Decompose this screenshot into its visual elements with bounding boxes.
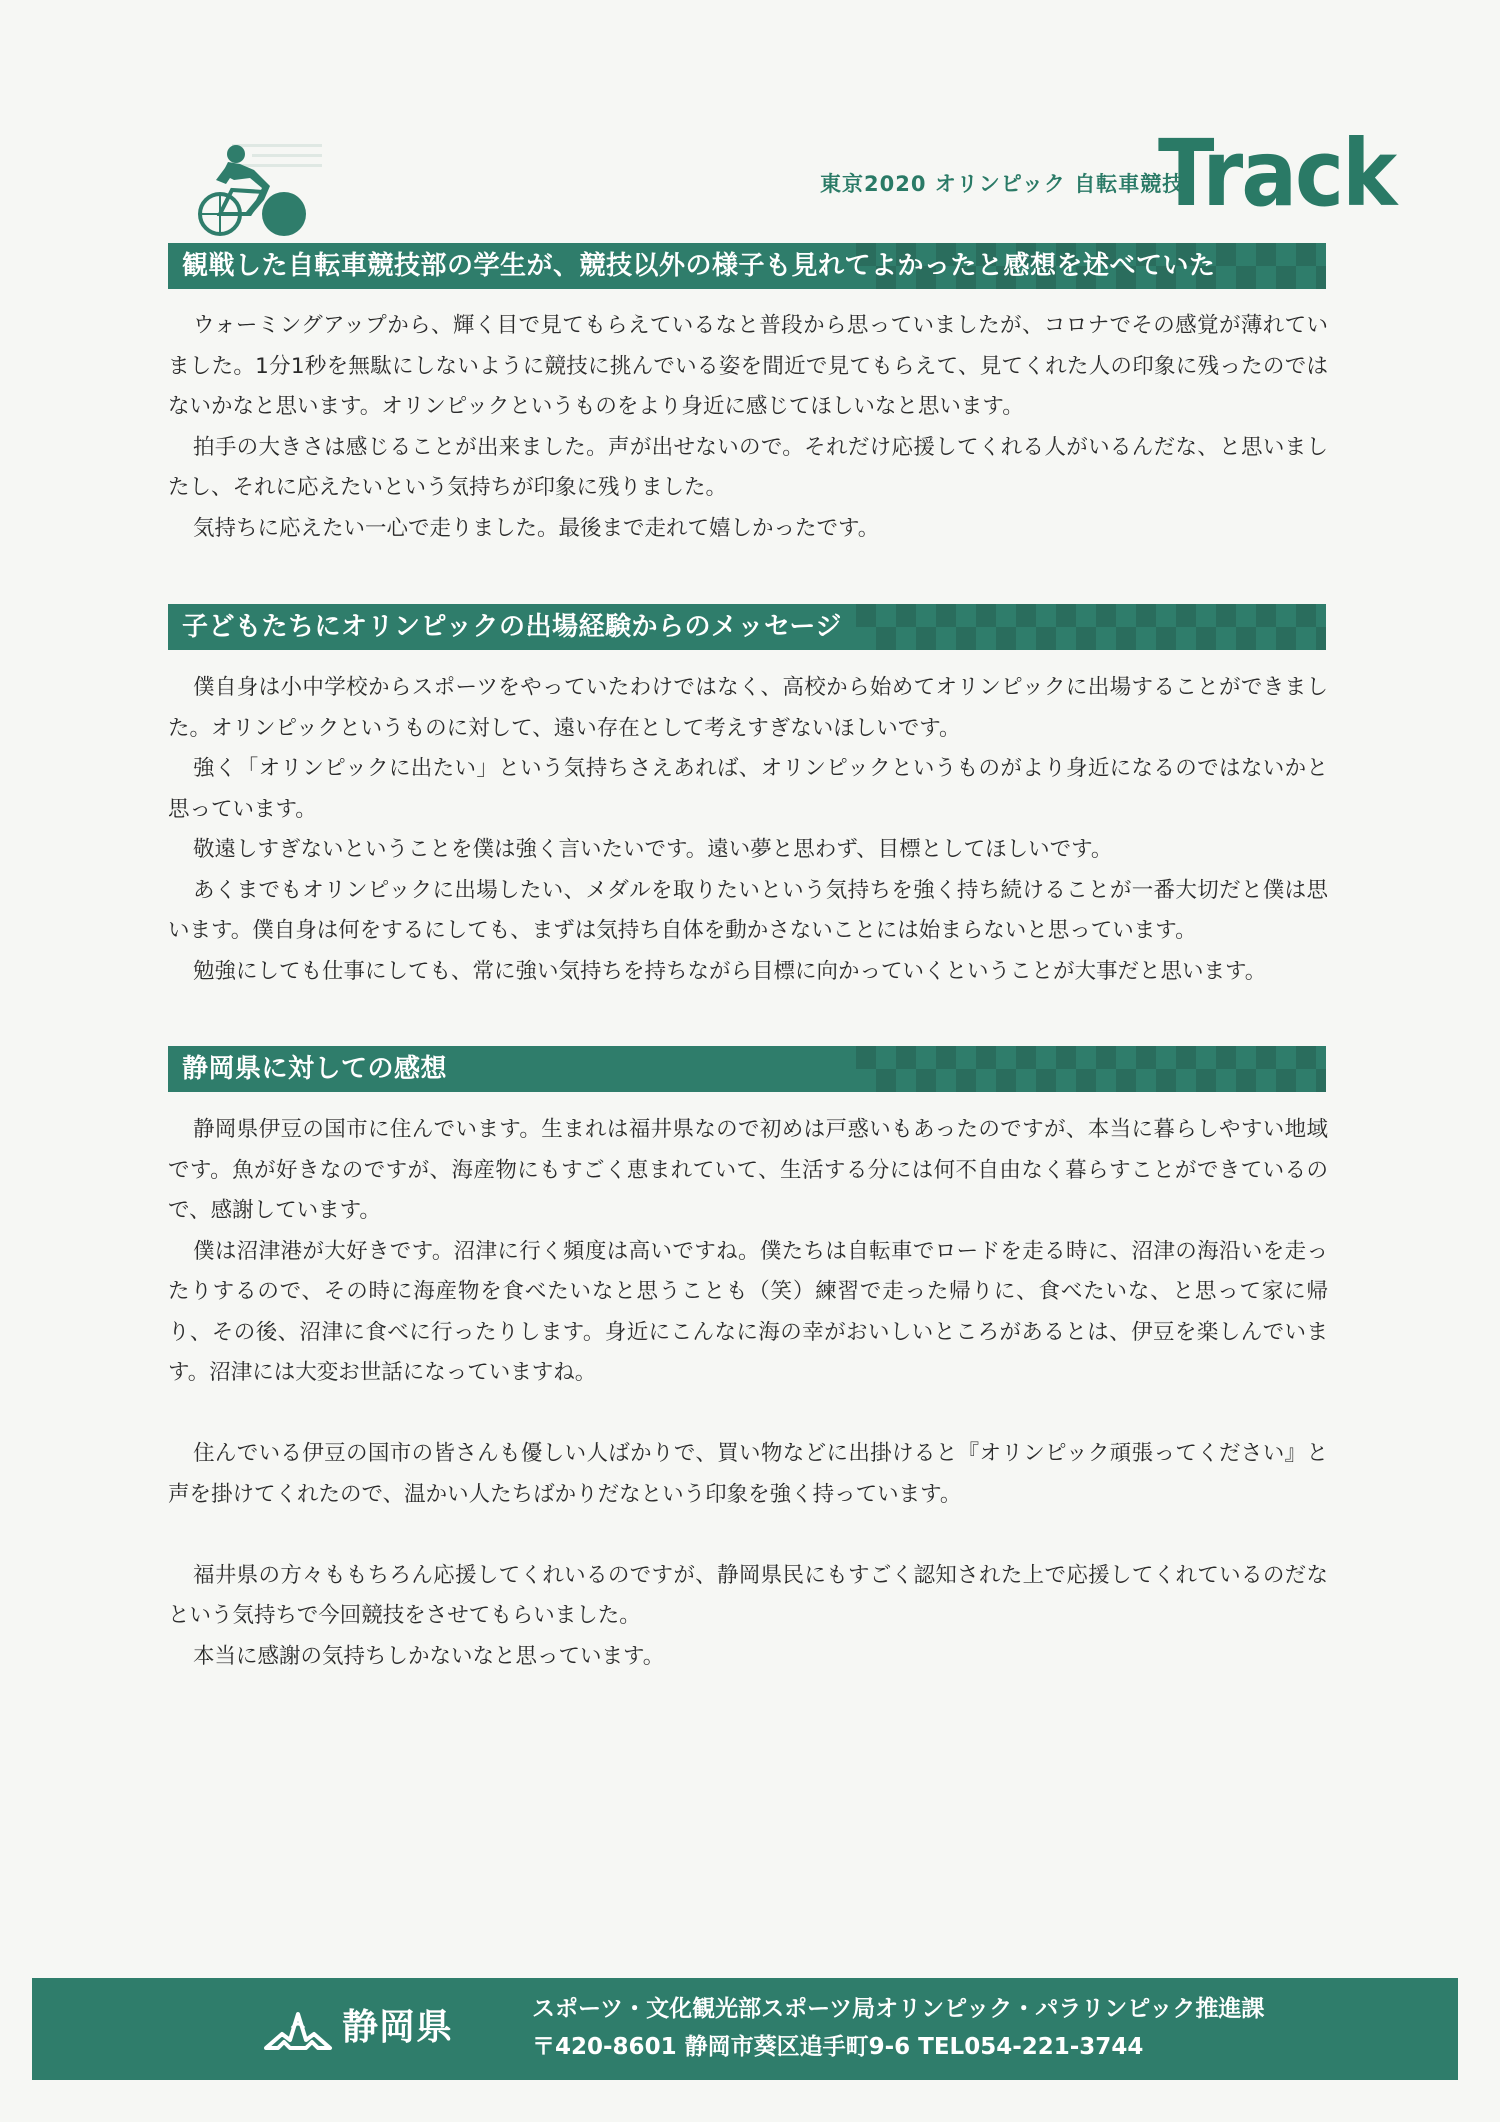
contact-address: 〒420-8601 静岡市葵区追手町9-6 TEL054-221-3744 [532, 2034, 1144, 2060]
footer [32, 1978, 1458, 2080]
paragraph: 静岡県伊豆の国市に住んでいます。生まれは福井県なので初めは戸惑いもあったのですが、本当に暮らしやすい地域です。魚が好きなのですが、海産物にもすごく恵まれていて、生活する分には何不自由なく暮らすことができているので、感謝しています。 [168, 1117, 1328, 1223]
section-heading-text: 観戦した自転車競技部の学生が、競技以外の様子も見れてよかったと感想を述べていた [182, 251, 1216, 281]
paragraph: 気持ちに応えたい一心で走りました。最後まで走れて嬉しかったです。 [193, 515, 880, 541]
paragraph: 僕自身は小中学校からスポーツをやっていたわけではなく、高校から始めてオリンピックに出場することができました。オリンピックというものに対して、遠い存在として考えすぎないほしいです。 [168, 675, 1328, 741]
section-heading-2 [168, 604, 1326, 650]
prefecture-name: 静岡県 [342, 2007, 454, 2048]
paragraph: ウォーミングアップから、輝く目で見てもらえているなと普段から思っていましたが、コロナでその感覚が薄れていました。1分1秒を無駄にしないように競技に挑んでいる姿を間近で見てもらえて、見てくれた人の印象に残ったのではないかなと思います。オリンピックというものをより身近に感じてほしいなと思います。 [168, 313, 1328, 419]
section-heading-text: 静岡県に対しての感想 [182, 1054, 448, 1084]
paragraph: 僕は沼津港が大好きです。沼津に行く頻度は高いですね。僕たちは自転車でロードを走る時に、沼津の海沿いを走ったりするので、その時に海産物を食べたいなと思うことも（笑）練習で走った帰りに、食べたいな、と思って家に帰り、その後、沼津に食べに行ったりします。身近にこんなに海の幸がおいしいところがあるとは、伊豆を楽しんでいます。沼津には大変お世話になっていますね。 [168, 1238, 1328, 1385]
checker-pattern [856, 604, 1326, 650]
paragraph: 強く「オリンピックに出たい」という気持ちさえあれば、オリンピックというものがより身近になるのではないかと思っています。 [168, 756, 1328, 822]
section-body-2 [168, 668, 1328, 992]
header-subtitle: 東京2020 オリンピック 自転車競技 [820, 172, 1185, 196]
paragraph: 拍手の大きさは感じることが出来ました。声が出せないので。それだけ応援してくれる人がいるんだな、と思いましたし、それに応えたいという気持ちが印象に残りました。 [168, 434, 1328, 500]
section-heading-1 [168, 243, 1326, 289]
paragraph: あくまでもオリンピックに出場したい、メダルを取りたいという気持ちを強く持ち続けることが一番大切だと僕は思います。僕自身は何をするにしても、まずは気持ち自体を動かさないことには始まらないと思っています。 [168, 877, 1328, 943]
section-body-1 [168, 306, 1328, 549]
department-name: スポーツ・文化観光部スポーツ局オリンピック・パラリンピック推進課 [532, 1996, 1265, 2022]
paragraph: 勉強にしても仕事にしても、常に強い気持ちを持ちながら目標に向かっていくということが大事だと思います。 [193, 958, 1267, 984]
paragraph: 福井県の方々ももちろん応援してくれいるのですが、静岡県民にもすごく認知された上で応援してくれているのだなという気持ちで今回競技をさせてもらいました。 [168, 1562, 1328, 1628]
section-body-3 [168, 1110, 1328, 1677]
checker-pattern [856, 1046, 1326, 1092]
section-heading-3 [168, 1046, 1326, 1092]
section-heading-text: 子どもたちにオリンピックの出場経験からのメッセージ [182, 612, 842, 642]
header-title: Track [1158, 120, 1396, 227]
paragraph: 敬遠しすぎないということを僕は強く言いたいです。遠い夢と思わず、目標としてほしいです。 [193, 837, 1113, 862]
paragraph: 本当に感謝の気持ちしかないなと思っています。 [193, 1643, 665, 1669]
cyclist-icon [192, 140, 324, 240]
paragraph: 住んでいる伊豆の国市の皆さんも優しい人ばかりで、買い物などに出掛けると『オリンピック頑張ってください』と声を掛けてくれたので、温かい人たちばかりだなという印象を強く持っています。 [168, 1441, 1328, 1507]
shizuoka-prefecture-logo-icon [262, 2004, 334, 2054]
